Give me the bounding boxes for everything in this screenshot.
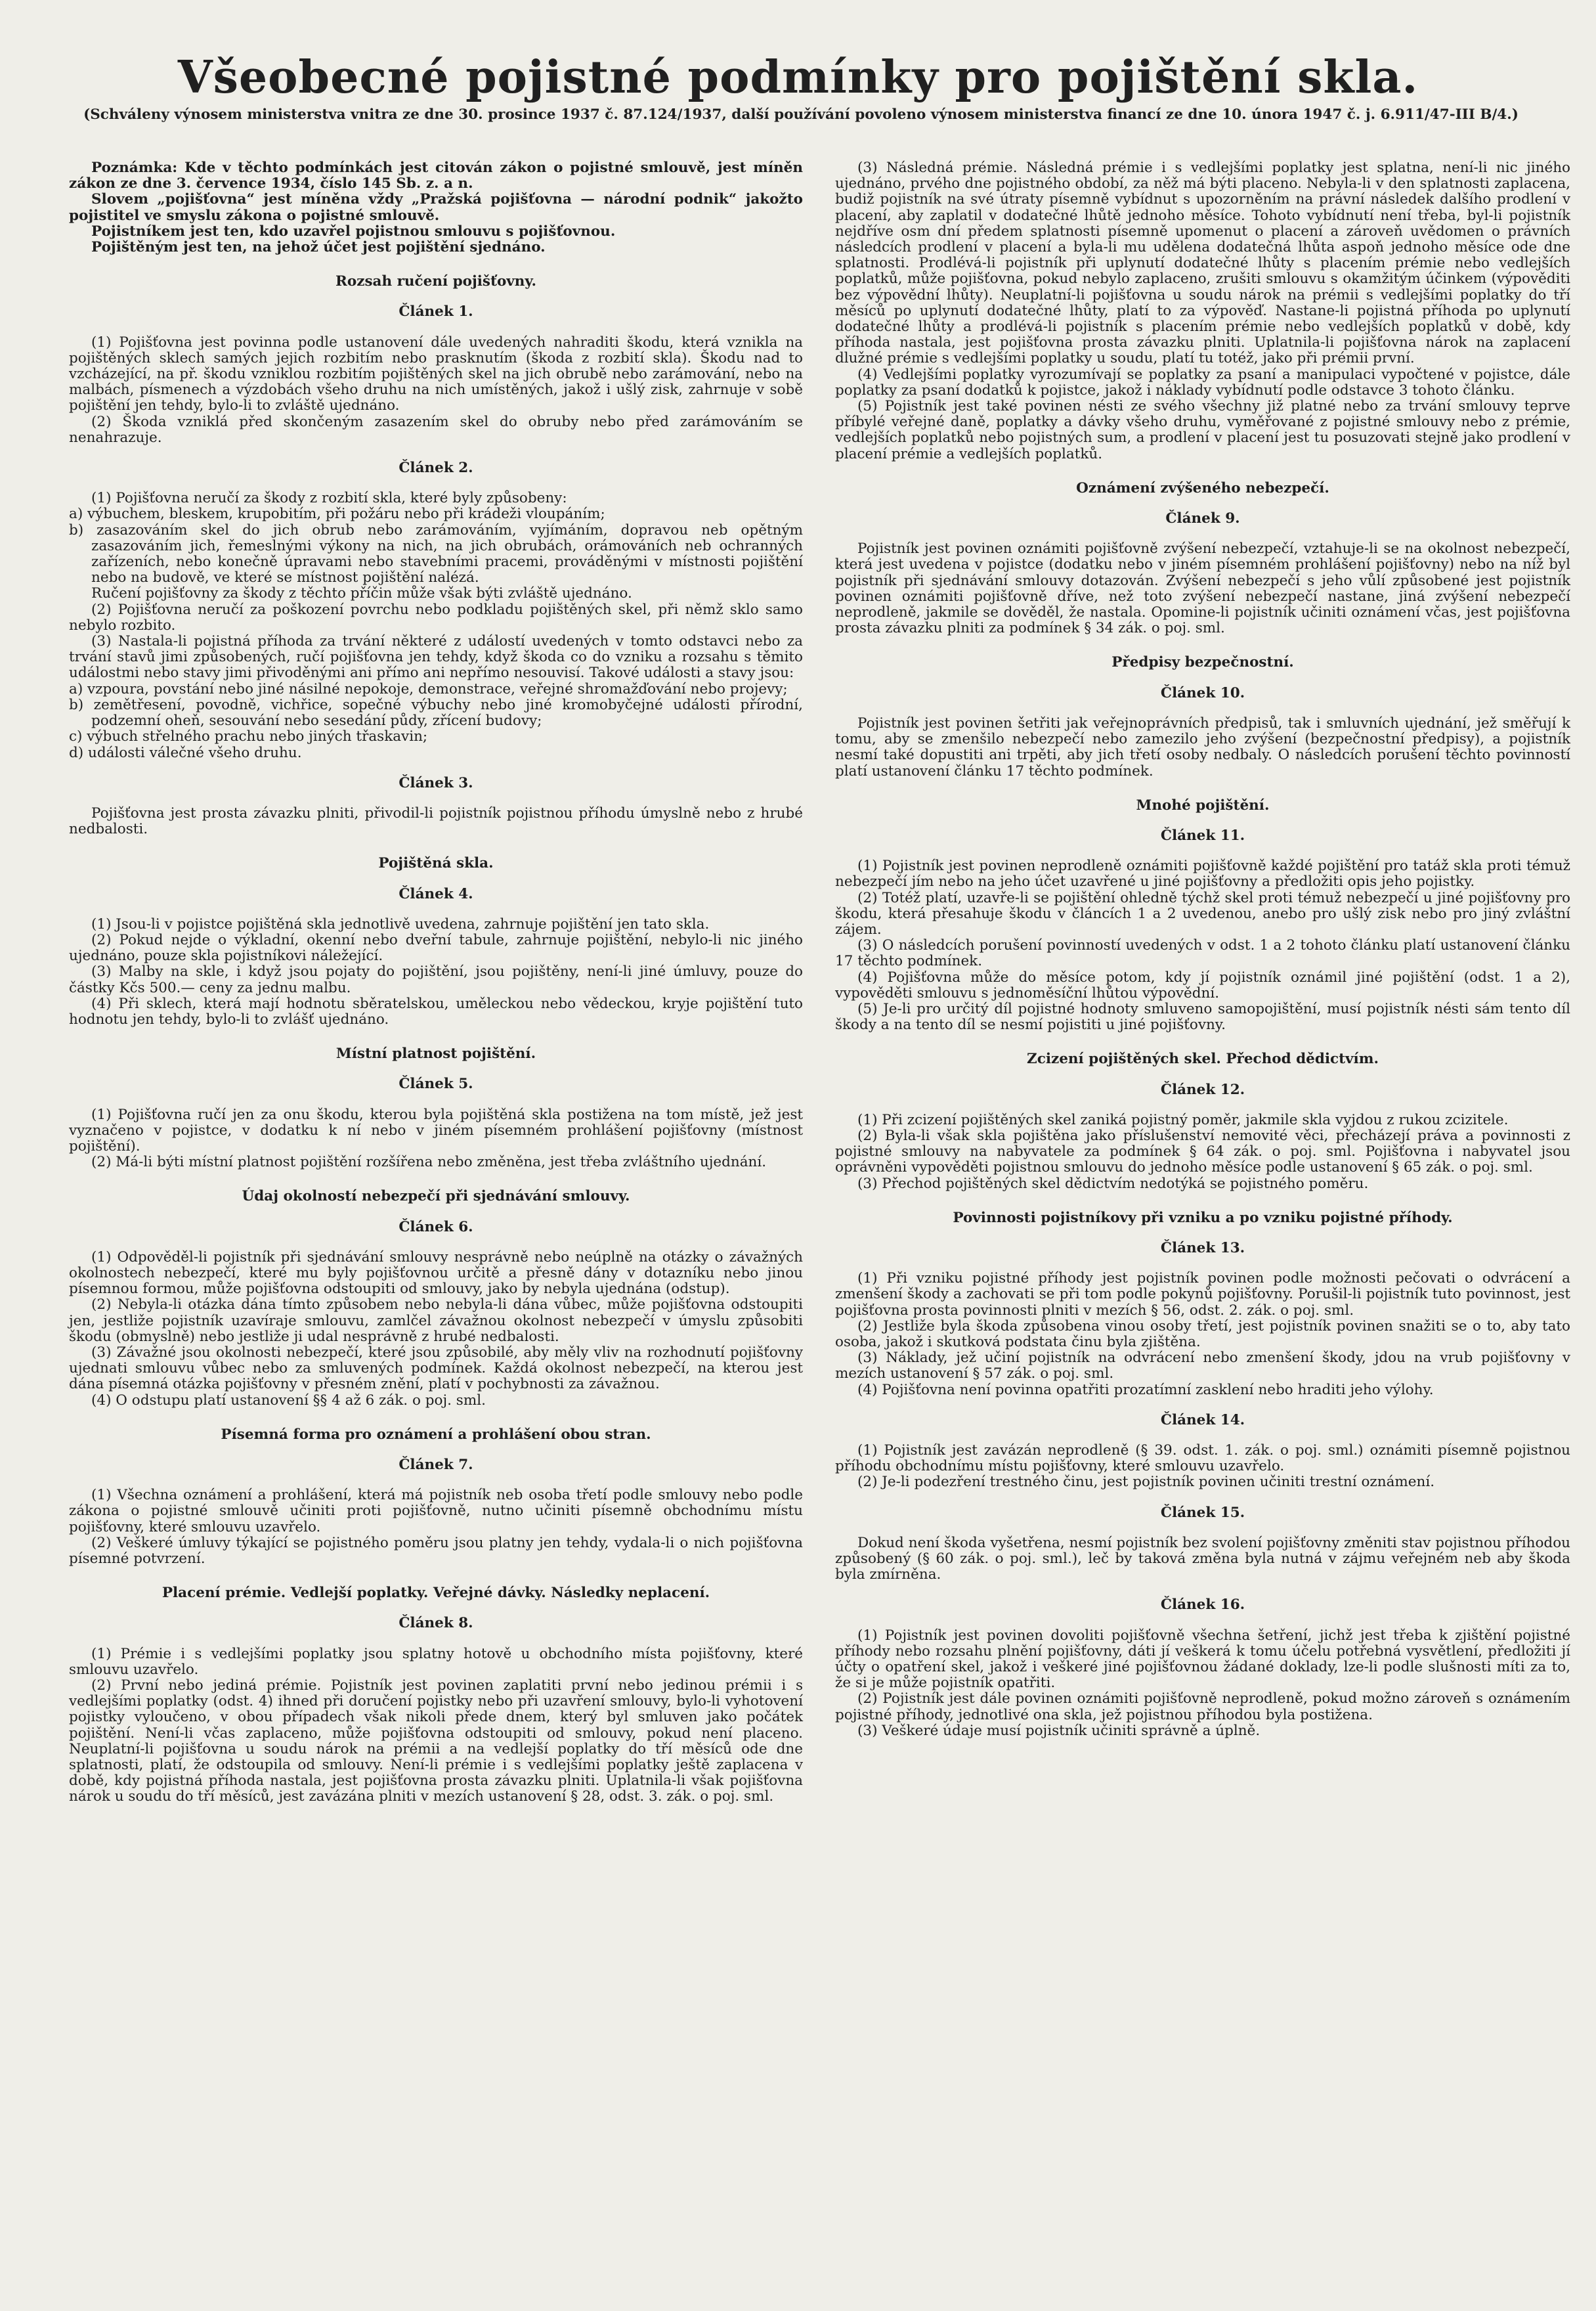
list-item: b) zasazováním skel do jich obrub nebo zarámováním, vyjímáním, dopravou neb opětným zasazováním jich, řemeslnými výkony na nich, na jich obrubách, orámováních neb ochranných zařízeních, nebo konečně úpravami nebo stavebními pracemi, prováděnými v místnosti pojištění nebo na budově, ve které se místnost pojištění nalézá. [69, 521, 803, 586]
paragraph: (2) Pojišťovna neručí za poškození povrchu nebo podkladu pojištěných skel, při němž sklo samo nebylo rozbito. [69, 601, 803, 634]
paragraph: (2) Veškeré úmluvy týkající se pojistného poměru jsou platny jen tehdy, vydala-li o nich pojišťovna písemné potvrzení. [69, 1534, 803, 1568]
list-item: d) události válečné všeho druhu. [69, 744, 302, 761]
paragraph: (3) Závažné jsou okolnosti nebezpečí, které jsou způsobilé, aby měly vliv na rozhodnutí pojišťovny ujednati smlouvu vůbec nebo za smluvených podmínek. Každá okolnost nebezpečí, na kterou jest dána písemná otázka pojišťovny v přesném znění, platí v pochybnosti za závažnou. [69, 1344, 803, 1393]
paragraph: (1) Jsou-li v pojistce pojištěná skla jednotlivě uvedena, zahrnuje pojištění jen tato skla. [91, 915, 710, 933]
paragraph: (2) Jestliže byla škoda způsobena vinou osoby třetí, jest pojistník povinen snažiti se o to, aby tato osoba, jakož i skutková podstata činu byla zjištěna. [835, 1317, 1570, 1350]
section-heading: Oznámení zvýšeného nebezpečí. [1076, 479, 1329, 496]
section-heading: Předpisy bezpečnostní. [1111, 654, 1294, 671]
section-heading: Pojištěná skla. [378, 855, 494, 872]
document-subtitle: (Schváleny výnosem ministerstva vnitra ze dne 30. prosince 1937 č. 87.124/1937, další používání povoleno výnosem ministerstva financí ze dne 10. února 1947 č. j. 6.911/47-III B/4.) [83, 106, 1519, 123]
list-item: a) vzpoura, povstání nebo jiné násilné nepokoje, demonstrace, veřejné shromažďování nebo projevy; [69, 680, 788, 697]
section-heading: Údaj okolností nebezpečí při sjednávání smlouvy. [242, 1188, 630, 1205]
paragraph: (2) Je-li podezření trestného činu, jest pojistník povinen učiniti trestní oznámení. [857, 1474, 1435, 1491]
article-heading: Článek 14. [1160, 1411, 1245, 1428]
paragraph: (1) Pojišťovna neručí za škody z rozbití skla, které byly způsobeny: [91, 490, 567, 507]
paragraph: (3) Přechod pojištěných skel dědictvím nedotýká se pojistného poměru. [857, 1175, 1369, 1192]
article-heading: Článek 11. [1160, 827, 1245, 844]
paragraph: (1) Při zcizení pojištěných skel zaniká pojistný poměr, jakmile skla vyjdou z rukou zcizitele. [857, 1111, 1509, 1128]
paragraph: (2) Nebyla-li otázka dána tímto způsobem nebo nebyla-li dána vůbec, může pojišťovna odstoupiti jen, jestliže pojistník uzavíraje smlouvu, zamlčel závažnou okolnost nebezpečí v úmyslu způsobiti škodu (obmyslně) nebo jestliže ji udal nesprávně z hrubé nedbalosti. [69, 1296, 803, 1345]
paragraph: (1) Při vzniku pojistné příhody jest pojistník povinen podle možnosti pečovati o odvrácení a zmenšení škody a zachovati se při tom podle pokynů pojišťovny. Porušil-li pojistník tuto povinnost, jest pojišťovna prosta povinnosti plniti v mezích § 56, odst. 2. zák. o poj. sml. [835, 1270, 1570, 1319]
paragraph: (4) Pojišťovna může do měsíce potom, kdy jí pojistník oznámil jiné pojištění (odst. 1 a 2), vypověděti smlouvu s jednoměsíční lhůtou výpovědní. [835, 969, 1570, 1001]
article-heading: Článek 5. [399, 1076, 473, 1093]
note-paragraph: Pojištěným jest ten, na jehož účet jest pojištění sjednáno. [91, 239, 546, 256]
paragraph: (1) Pojišťovna ručí jen za onu škodu, kterou byla pojištěná skla postižena na tom místě, jež jest vyznačeno v pojistce, v dodatku k ní nebo v jiném písemném prohlášení pojišťovny (místnost pojištění). [69, 1106, 803, 1155]
section-heading: Písemná forma pro oznámení a prohlášení obou stran. [221, 1426, 651, 1443]
paragraph: Pojistník jest povinen oznámiti pojišťovně zvýšení nebezpečí, vztahuje-li se na okolnost nebezpečí, která jest uvedena v pojistce (dodatku nebo v jiném písemném prohlášení pojišťovny) nebo na níž byl pojistník při sjednávání smlouvy dotazován. Zvýšení nebezpečí s jeho vůlí způsobené jest pojistník povinen oznámiti pojišťovně dříve, než toto zvýšení nebezpečí nastane, jiná zvýšení nebezpečí neprodleně, jakmile se dověděl, že nastala. Opomine-li pojistník učiniti oznámení včas, jest pojišťovna prosta závazku plniti za podmínek § 34 zák. o poj. sml. [835, 540, 1570, 637]
paragraph: Pojistník jest povinen šetřiti jak veřejnoprávních předpisů, tak i smluvních ujednání, jež směřují k tomu, aby se zmenšilo nebezpečí nebo zamezilo jeho zvýšení (bezpečnostní předpisy), a pojistník nesmí také dopustiti ani trpěti, aby jich třetí osoby nedbaly. O následcích porušení těchto povinností platí ustanovení článku 17 těchto podmínek. [835, 715, 1570, 780]
paragraph: (2) První nebo jediná prémie. Pojistník jest povinen zaplatiti první nebo jedinou prémii i s vedlejšími poplatky (odst. 4) ihned při doručení pojistky nebo při uzavření smlouvy, bylo-li vyhotovení pojistky vyloučeno, v obou případech však nikoli přede dnem, který byl smluven jako počátek pojištění. Není-li včas zaplaceno, může pojišťovna odstoupiti od smlouvy, pokud není placeno. Neuplatní-li pojišťovna u soudu nárok na prémii a na vedlejší poplatky do tří měsíců ode dne splatnosti, platí, že odstoupila od smlouvy. Není-li prémie i s vedlejšími poplatky ještě zaplacena v době, kdy pojistná příhoda nastala, jest pojišťovna prosta závazku plniti. Uplatnila-li však pojišťovna nárok u soudu do tří měsíců, jest zavázána plniti v mezích ustanovení § 28, odst. 3. zák. o poj. sml. [69, 1677, 803, 1805]
paragraph: (1) Prémie i s vedlejšími poplatky jsou splatny hotově u obchodního místa pojišťovny, které smlouvu uzavřelo. [69, 1645, 803, 1678]
article-heading: Článek 4. [399, 885, 473, 902]
paragraph: (1) Pojistník jest zavázán neprodleně (§ 39. odst. 1. zák. o poj. sml.) oznámiti písemně pojistnou příhodu obchodnímu místu pojišťovny, které smlouvu uzavřelo. [835, 1442, 1570, 1475]
paragraph: (2) Byla-li však skla pojištěna jako příslušenství nemovité věci, přecházejí práva a povinnosti z pojistné smlouvy na nabyvatele za podmínek § 64 zák. o poj. sml. Pojišťovna i nabyvatel jsou oprávněni vypověděti pojistnou smlouvu do jednoho měsíce podle ustanovení § 65 zák. o poj. sml. [835, 1127, 1570, 1176]
article-heading: Článek 2. [399, 460, 473, 477]
paragraph: (5) Pojistník jest také povinen nésti ze svého všechny již platné nebo za trvání smlouvy teprve příbylé veřejné daně, poplatky a dávky všeho druhu, vyměřované z pojistné smlouvy nebo z prémie, vedlejších poplatků nebo pojistných sum, a prodlení v placení jest tu posuzovati stejně jako prodlení v placení prémie a vedlejších poplatků. [835, 398, 1570, 462]
paragraph: (2) Totéž platí, uzavře-li se pojištění ohledně týchž skel proti témuž nebezpečí u jiné pojišťovny pro škodu, která přesahuje škodu v článcích 1 a 2 uvedenou, anebo pro ušlý zisk nebo pro jiný zvláštní zájem. [835, 889, 1570, 938]
article-heading: Článek 3. [399, 774, 473, 791]
paragraph: (1) Pojistník jest povinen neprodleně oznámiti pojišťovně každé pojištění pro tatáž skla proti témuž nebezpečí jím nebo na jeho účet uzavřené u jiné pojišťovny a předložiti opis jeho pojistky. [835, 858, 1570, 891]
paragraph: (3) Nastala-li pojistná příhoda za trvání některé z událostí uvedených v tomto odstavci nebo za trvání stavů jimi způsobených, ručí pojišťovna jen tehdy, když škoda co do vzniku a rozsahu s těmito událostmi nebo stavy jimi přivoděnými ani přímo ani nepřímo nesouvisí. Takové události a stavy jsou: [69, 633, 803, 682]
section-heading: Místní platnost pojištění. [335, 1045, 536, 1063]
document-title: Všeobecné pojistné podmínky pro pojištění skla. [177, 51, 1419, 104]
paragraph: (4) O odstupu platí ustanovení §§ 4 až 6 zák. o poj. sml. [91, 1392, 486, 1409]
article-heading: Článek 13. [1160, 1239, 1245, 1256]
paragraph: Dokud není škoda vyšetřena, nesmí pojistník bez svolení pojišťovny změniti stav pojistnou příhodou způsobený (§ 60 zák. o poj. sml.), leč by taková změna byla nutná v zájmu veřejném neb aby škoda byla zmírněna. [835, 1534, 1570, 1583]
section-heading: Povinnosti pojistníkovy při vzniku a po vzniku pojistné příhody. [953, 1209, 1453, 1226]
note-paragraph: Pojistníkem jest ten, kdo uzavřel pojistnou smlouvu s pojišťovnou. [91, 223, 616, 240]
paragraph: (3) O následcích porušení povinností uvedených v odst. 1 a 2 tohoto článku platí ustanovení článku 17 těchto podmínek. [835, 937, 1570, 970]
paragraph: (1) Pojišťovna jest povinna podle ustanovení dále uvedených nahraditi škodu, která vznikla na pojištěných sklech samých jejich rozbitím nebo prasknutím (škoda z rozbití skla). Škodu nad to vzcházející, na př. škodu vzniklou rozbitím pojištěných skel na jich obrubě nebo zarámování, nebo na malbách, písmenech a výzdobách všeho druhu na nich umístěných, jakož i ušlý zisk, zahrnuje v sobě pojištění jen tehdy, bylo-li to zvláště ujednáno. [69, 334, 803, 414]
article-heading: Článek 6. [399, 1218, 473, 1235]
paragraph: Ručení pojišťovny za škody z těchto příčin může však býti zvláště ujednáno. [91, 585, 632, 602]
paragraph: (1) Pojistník jest povinen dovoliti pojišťovně všechna šetření, jichž jest třeba k zjištění pojistné příhody nebo rozsahu plnění pojišťovny, dáti jí veškerá k tomu účelu potřebná vysvětlení, předložiti jí účty o opatření skel, jakož i veškeré jiné pojišťovnou žádané doklady, lze-li podle slušnosti míti za to, že si je může pojistník opatřiti. [835, 1627, 1570, 1692]
article-heading: Článek 16. [1160, 1596, 1245, 1614]
paragraph: (3) Náklady, jež učiní pojistník na odvrácení nebo zmenšení škody, jdou na vrub pojišťovny v mezích ustanovení § 57 zák. o poj. sml. [835, 1350, 1570, 1382]
paragraph: (3) Malby na skle, i když jsou pojaty do pojištění, jsou pojištěny, není-li jiné úmluvy, pouze do částky Kčs 500.— ceny za jednu malbu. [69, 963, 803, 996]
section-heading: Placení prémie. Vedlejší poplatky. Veřejné dávky. Následky neplacení. [162, 1585, 710, 1602]
paragraph: (2) Má-li býti místní platnost pojištění rozšířena nebo změněna, jest třeba zvláštního ujednání. [91, 1154, 767, 1171]
article-heading: Článek 9. [1165, 510, 1240, 527]
article-heading: Článek 8. [399, 1615, 473, 1632]
paragraph: (3) Veškeré údaje musí pojistník učiniti správně a úplně. [857, 1722, 1261, 1739]
section-heading: Mnohé pojištění. [1136, 797, 1270, 814]
paragraph: (1) Všechna oznámení a prohlášení, která má pojistník neb osoba třetí podle smlouvy nebo podle zákona o pojistné smlouvě učiniti proti pojišťovně, nutno učiniti písemně obchodnímu místu pojišťovny, které smlouvu uzavřelo. [69, 1487, 803, 1535]
list-item: b) zemětřesení, povodně, vichřice, sopečné výbuchy nebo jiné kromobyčejné události přírodní, podzemní oheň, sesouvání nebo sesedání půdy, zřícení budovy; [69, 696, 803, 730]
article-heading: Článek 10. [1160, 684, 1245, 701]
paragraph: (4) Při sklech, která mají hodnotu sběratelskou, uměleckou nebo vědeckou, kryje pojištění tuto hodnotu jen tehdy, bylo-li to zvlášť ujednáno. [69, 995, 803, 1028]
right-column [835, 160, 1570, 1739]
paragraph: (4) Vedlejšími poplatky vyrozumívají se poplatky za psaní a manipulaci vypočtené v pojistce, dále poplatky za psaní dodatků k pojistce, jakož i náklady vybídnutí podle odstavce 3 tohoto článku. [835, 366, 1570, 399]
list-item: a) výbuchem, bleskem, krupobitím, při požáru nebo při krádeži vloupáním; [69, 506, 605, 523]
list-item: c) výbuch střelného prachu nebo jiných třaskavin; [69, 728, 428, 745]
section-heading: Zcizení pojištěných skel. Přechod dědictvím. [1027, 1051, 1379, 1068]
paragraph: Pojišťovna jest prosta závazku plniti, přivodil-li pojistník pojistnou příhodu úmyslně nebo z hrubé nedbalosti. [69, 804, 803, 838]
paragraph: (1) Odpověděl-li pojistník při sjednávání smlouvy nesprávně nebo neúplně na otázky o závažných okolnostech nebezpečí, které mu byly pojišťovnou určitě a přesně dány v dotazníku nebo jinou písemnou formou, může pojišťovna odstoupiti od smlouvy, jako by nebyla ujednána (odstup). [69, 1248, 803, 1298]
paragraph: (3) Následná prémie. Následná prémie i s vedlejšími poplatky jest splatna, není-li nic jiného ujednáno, prvého dne pojistného období, za něž má býti placeno. Nebyla-li v den splatnosti zaplacena, budiž pojistník na své útraty písemně vybídnut s upozorněním na právní následek dalšího prodlení v placení, aby zaplatil v dodatečné lhůtě jednoho měsíce. Tohoto vybídnutí není třeba, byl-li pojistník nejdříve osm dní předem splatnosti písemně upomenut o placení a zároveň uvědomen o právních následcích prodlení v placení a byla-li mu udělena dodatečná lhůta aspoň jednoho měsíce ode dne splatnosti. Prodlévá-li pojistník při uplynutí dodatečné lhůty s placením prémie nebo vedlejších poplatků, může pojišťovna, pokud nebylo zaplaceno, zrušiti smlouvu s okamžitým účinkem (výpověditi bez výpovědní lhůty). Neuplatní-li pojišťovna u soudu nárok na prémii s vedlejšími poplatky do tří měsíců po uplynutí dodatečné lhůty, platí to za výpověď. Nastane-li pojistná příhoda po uplynutí dodatečné lhůty a prodlévá-li pojistník s placením prémie nebo vedlejších poplatků v době, kdy příhoda nastala, jest pojišťovna prosta závazku plniti. Uplatnila-li pojišťovna nárok na zaplacení dlužné prémie s vedlejšími poplatky u soudu, platí tu totéž, jako při prémii první. [835, 160, 1570, 367]
paragraph: (2) Pojistník jest dále povinen oznámiti pojišťovně neprodleně, pokud možno zároveň s oznámením pojistné příhody, jednotlivé ona skla, jež pojistnou příhodou byla postižena. [835, 1690, 1570, 1723]
article-heading: Článek 15. [1160, 1504, 1245, 1521]
article-heading: Článek 1. [399, 303, 473, 320]
left-column [69, 160, 803, 1805]
paragraph: (2) Škoda vzniklá před skončeným zasazením skel do obruby nebo před zarámováním se nenahrazuje. [69, 413, 803, 446]
section-heading: Rozsah ručení pojišťovny. [335, 273, 536, 290]
paragraph: (5) Je-li pro určitý díl pojistné hodnoty smluveno samopojištění, musí pojistník nésti sám tento díl škody a na tento díl se nesmí pojistiti u jiné pojišťovny. [835, 1000, 1570, 1034]
note-paragraph: Poznámka: Kde v těchto podmínkách jest citován zákon o pojistné smlouvě, jest míněn zákon ze dne 3. července 1934, číslo 145 Sb. z. a n. [69, 160, 803, 192]
article-heading: Článek 7. [399, 1457, 473, 1473]
paragraph: (2) Pokud nejde o výkladní, okenní nebo dveřní tabule, zahrnuje pojištění, nebylo-li nic jiného ujednáno, pouze skla pojistníkovi náležející. [69, 931, 803, 965]
paragraph: (4) Pojišťovna není povinna opatřiti prozatímní zasklení nebo hraditi jeho výlohy. [857, 1381, 1434, 1398]
article-heading: Článek 12. [1160, 1081, 1245, 1098]
note-paragraph: Slovem „pojišťovna“ jest míněna vždy „Pražská pojišťovna — národní podnik“ jakožto pojistitel ve smyslu zákona o pojistné smlouvě. [69, 191, 803, 224]
